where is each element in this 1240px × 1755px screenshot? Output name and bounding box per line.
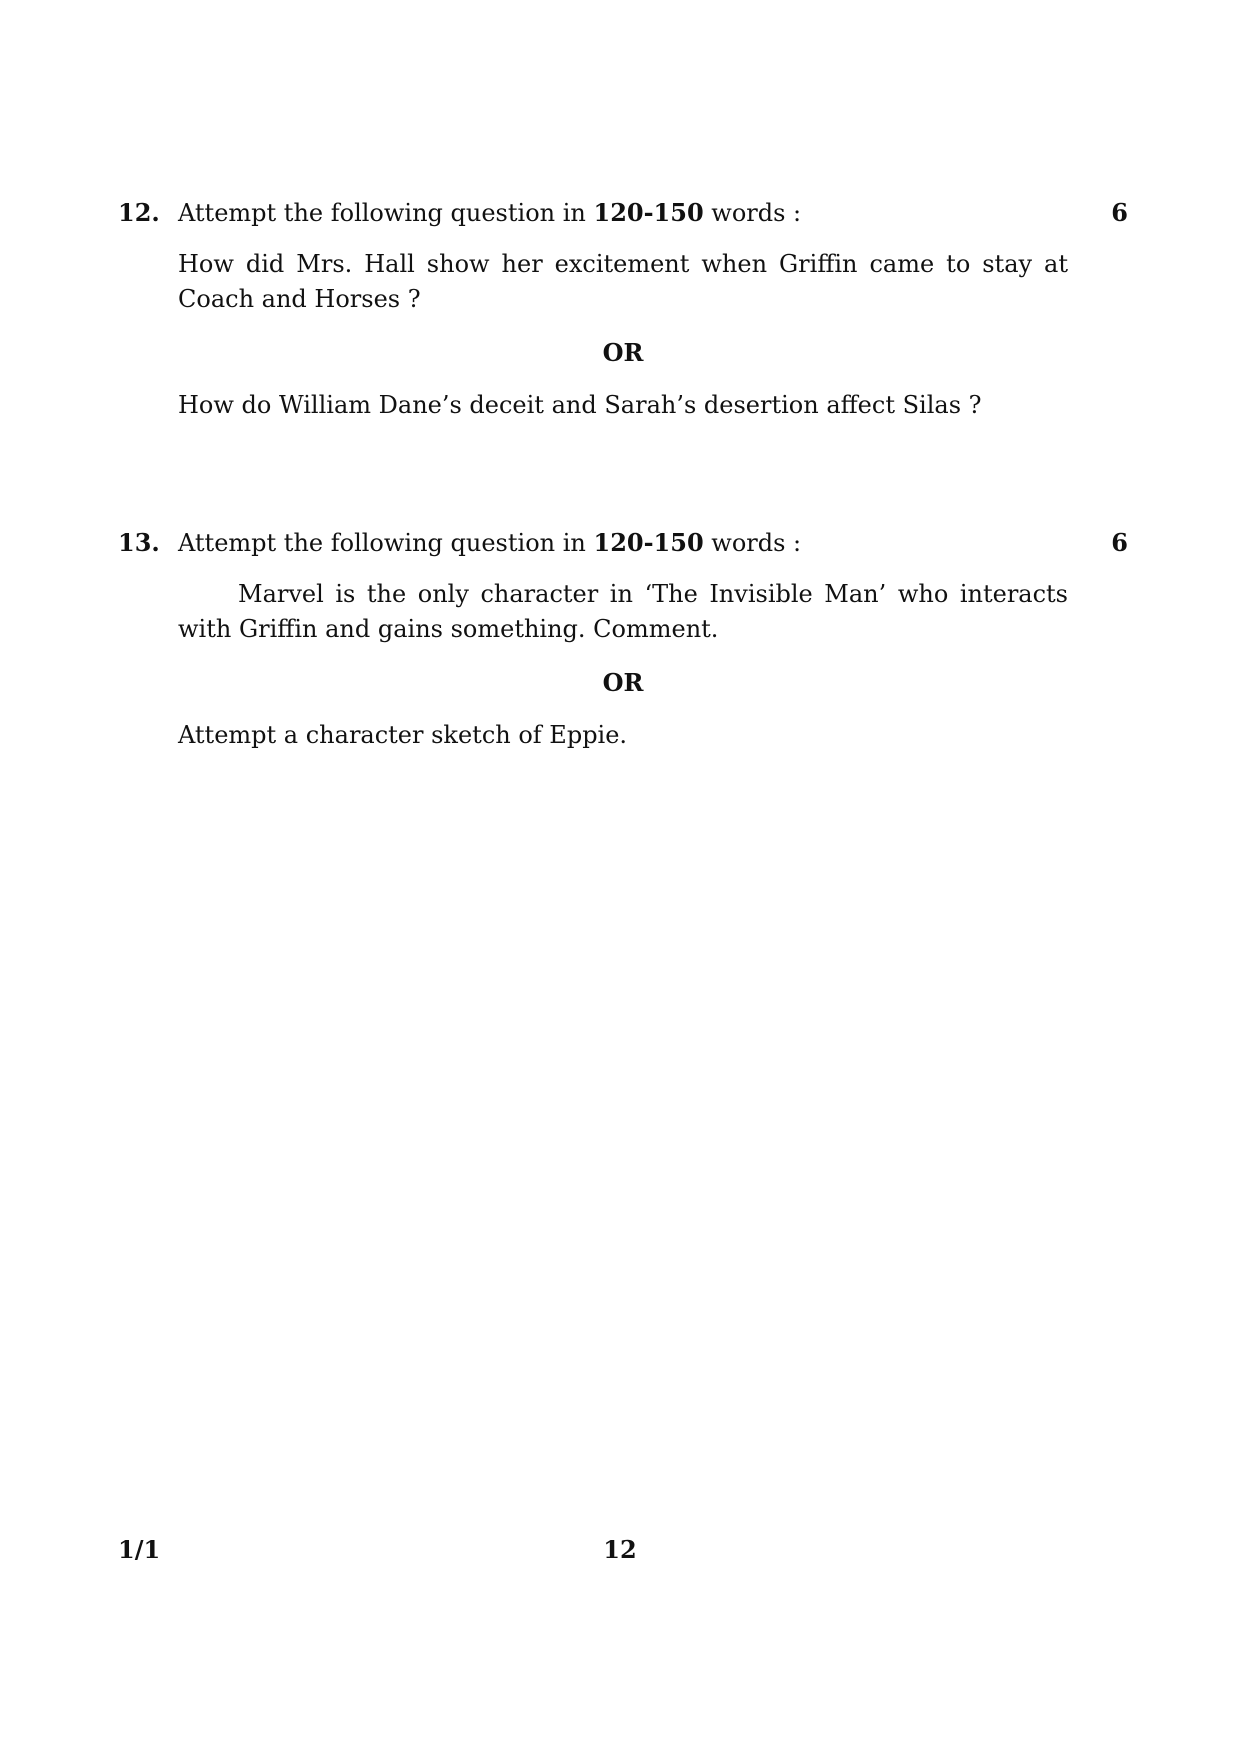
instruction-text-end: words : — [703, 529, 802, 557]
question-instruction — [178, 525, 801, 561]
instruction-text: Attempt the following question in — [178, 199, 594, 227]
question-instruction — [178, 195, 801, 231]
question-option-a: Marvel is the only character in ‘The Invisible Man’ who interacts with Griffin and gains something. Comment. — [178, 580, 1068, 643]
instruction-text: Attempt the following question in — [178, 529, 594, 557]
question-marks: 6 — [1111, 528, 1128, 557]
question-number: 13. — [118, 528, 160, 557]
question-option-a: How did Mrs. Hall show her excitement when Griffin came to stay at Coach and Horses ? — [178, 250, 1068, 313]
question-13 — [118, 525, 1128, 753]
page-number: 12 — [603, 1535, 637, 1564]
question-header — [118, 525, 1128, 560]
word-limit: 120-150 — [593, 528, 704, 557]
question-header — [118, 195, 1128, 230]
or-separator: OR — [602, 668, 644, 697]
paper-code: 1/1 — [118, 1535, 161, 1564]
question-option-b: How do William Dane’s deceit and Sarah’s desertion affect Silas ? — [178, 391, 982, 419]
question-option-b: Attempt a character sketch of Eppie. — [178, 721, 628, 749]
instruction-text-end: words : — [703, 199, 802, 227]
or-separator: OR — [602, 338, 644, 367]
word-limit: 120-150 — [593, 198, 704, 227]
question-marks: 6 — [1111, 198, 1128, 227]
question-number: 12. — [118, 198, 160, 227]
question-12 — [118, 195, 1128, 423]
